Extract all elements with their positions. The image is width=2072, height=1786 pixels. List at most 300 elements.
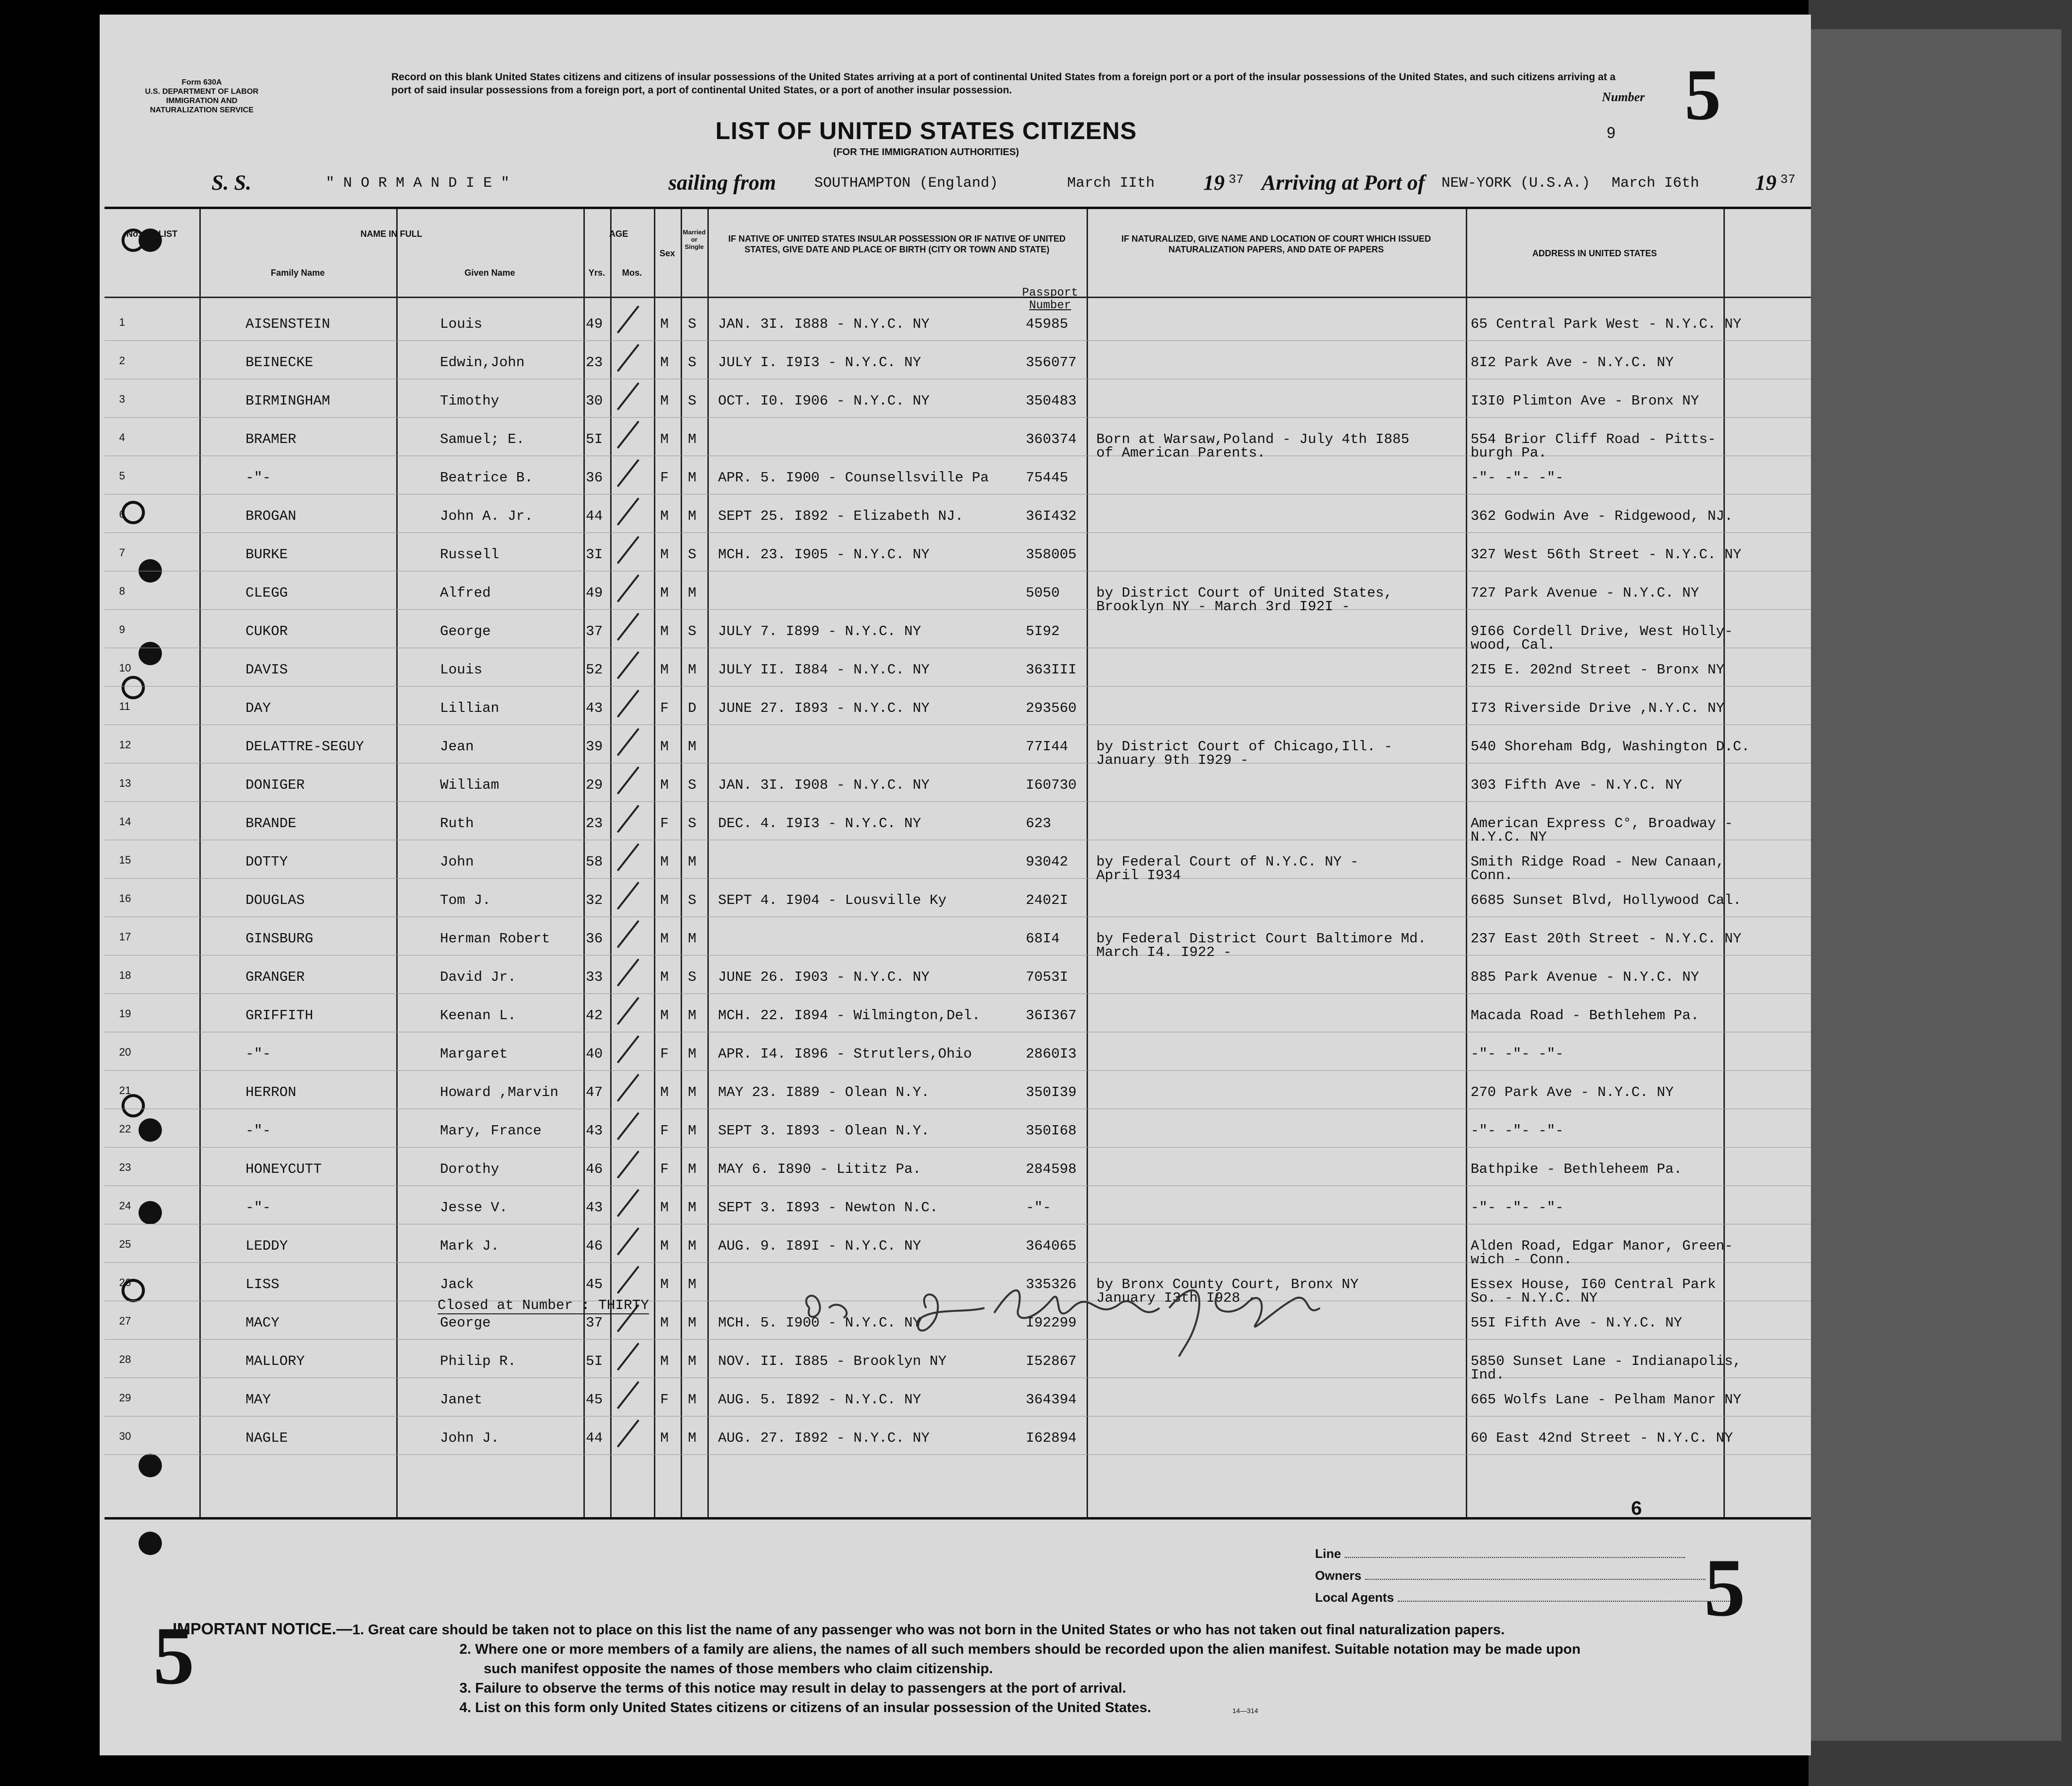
list-number: 5: [1685, 54, 1721, 135]
age-years: 37: [586, 623, 603, 639]
sex: F: [660, 815, 669, 831]
given-name: John: [440, 854, 474, 870]
row-number: 18: [119, 969, 131, 981]
age-years: 45: [586, 1276, 603, 1292]
birth-info: MAY 6. I890 - Lititz Pa.: [718, 1161, 921, 1177]
check-mark: [617, 1343, 639, 1371]
arrival-port: NEW-YORK (U.S.A.): [1441, 175, 1591, 192]
marital-status: M: [688, 739, 697, 755]
col-header-address: ADDRESS IN UNITED STATES: [1532, 248, 1657, 258]
sex: M: [660, 892, 669, 908]
marital-status: S: [688, 393, 697, 409]
table-row: [105, 422, 1811, 460]
age-years: 5I: [586, 1353, 603, 1369]
table-row: [105, 1036, 1811, 1074]
address-line: N.Y.C. NY: [1471, 829, 1547, 845]
marital-status: M: [688, 1353, 697, 1369]
passport-number: 45985: [1026, 316, 1069, 332]
col-header-naturalized: IF NATURALIZED, GIVE NAME AND LOCATION OF COURT WHICH ISSUED NATURALIZATION PAPERS, AND DATE OF PAPERS: [1121, 234, 1431, 254]
naturalization-line: by Federal District Court Baltimore Md.: [1096, 931, 1426, 947]
check-mark: [617, 1227, 639, 1256]
sex: M: [660, 508, 669, 524]
family-name: -"-: [246, 1200, 271, 1216]
col-header-age: AGE: [609, 229, 628, 239]
age-years: 39: [586, 739, 603, 755]
address-line: 6685 Sunset Blvd, Hollywood Cal.: [1471, 892, 1741, 908]
table-row: [105, 883, 1811, 920]
address-line: 2I5 E. 202nd Street - Bronx NY: [1471, 662, 1725, 678]
check-mark: [617, 613, 639, 641]
marital-status: S: [688, 815, 697, 831]
given-name: Ruth: [440, 815, 474, 831]
col-header-married: Married or Single: [683, 229, 706, 250]
family-name: GRANGER: [246, 969, 305, 985]
line-label: Line: [1315, 1546, 1341, 1561]
marital-status: S: [688, 316, 697, 332]
birth-info: JULY II. I884 - N.Y.C. NY: [718, 662, 930, 678]
owners-label: Owners: [1315, 1568, 1362, 1583]
table-row: [105, 1151, 1811, 1189]
address-line: 60 East 42nd Street - N.Y.C. NY: [1471, 1430, 1733, 1446]
address-line: 9I66 Cordell Drive, West Holly-: [1471, 623, 1733, 639]
age-years: 49: [586, 316, 603, 332]
address-line: Conn.: [1471, 867, 1513, 884]
given-name: Herman Robert: [440, 931, 550, 947]
age-years: 44: [586, 508, 603, 524]
family-name: BIRMINGHAM: [246, 393, 331, 409]
marital-status: M: [688, 470, 697, 486]
marital-status: M: [688, 1046, 697, 1062]
passport-number: 93042: [1026, 854, 1069, 870]
given-name: Margaret: [440, 1046, 508, 1062]
table-row: [105, 1113, 1811, 1151]
marital-status: M: [688, 431, 697, 447]
passport-number: 36I367: [1026, 1008, 1077, 1024]
address-line: 327 West 56th Street - N.Y.C. NY: [1471, 547, 1741, 563]
check-mark: [617, 1035, 639, 1063]
row-number: 3: [119, 393, 125, 405]
family-name: -"-: [246, 1046, 271, 1062]
table-row: [105, 383, 1811, 421]
age-years: 23: [586, 815, 603, 831]
family-name: DAY: [246, 700, 271, 716]
family-name: HERRON: [246, 1084, 297, 1100]
page-subtitle: (FOR THE IMMIGRATION AUTHORITIES): [833, 147, 1019, 158]
closed-note: Closed at Number : THIRTY: [438, 1297, 650, 1313]
family-name: MAY: [246, 1392, 271, 1408]
naturalization-line: by District Court of United States,: [1096, 585, 1393, 601]
address-line: -"- -"- -"-: [1471, 1046, 1564, 1062]
table-row: [105, 537, 1811, 575]
given-name: Samuel; E.: [440, 431, 525, 447]
punch-hole: [139, 1532, 162, 1555]
address-line: 270 Park Ave - N.Y.C. NY: [1471, 1084, 1674, 1100]
family-name: BRANDE: [246, 815, 297, 831]
check-mark: [617, 1419, 639, 1448]
passport-number: 5I92: [1026, 623, 1060, 639]
notice-item: 2. Where one or more members of a family are aliens, the names of all such members should be recorded upon the alien manifest. Suitable notation may be made upon: [459, 1642, 1581, 1657]
address-line: 55I Fifth Ave - N.Y.C. NY: [1471, 1315, 1683, 1331]
list-number-stamp: 5: [153, 1610, 194, 1701]
sex: M: [660, 1315, 669, 1331]
marital-status: M: [688, 585, 697, 601]
naturalization-line: March I4. I922 -: [1096, 944, 1232, 960]
passport-number: I52867: [1026, 1353, 1077, 1369]
address-line: 727 Park Avenue - N.Y.C. NY: [1471, 585, 1699, 601]
row-number: 30: [119, 1430, 131, 1442]
sex: M: [660, 1008, 669, 1024]
passport-number: 2860I3: [1026, 1046, 1077, 1062]
birth-info: JUNE 26. I903 - N.Y.C. NY: [718, 969, 930, 985]
marital-status: M: [688, 1123, 697, 1139]
sex: M: [660, 1276, 669, 1292]
passport-number: 360374: [1026, 431, 1077, 447]
row-number: 8: [119, 585, 125, 597]
check-mark: [617, 421, 639, 449]
age-years: 43: [586, 700, 603, 716]
passport-number: I60730: [1026, 777, 1077, 793]
address-line: Bathpike - Bethleheem Pa.: [1471, 1161, 1683, 1177]
passport-number: 335326: [1026, 1276, 1077, 1292]
passport-number: 364394: [1026, 1392, 1077, 1408]
address-line: -"- -"- -"-: [1471, 1123, 1564, 1139]
marital-status: M: [688, 931, 697, 947]
row-number: 24: [119, 1200, 131, 1212]
sex: F: [660, 1392, 669, 1408]
age-years: 40: [586, 1046, 603, 1062]
marital-status: M: [688, 1315, 697, 1331]
check-mark: [617, 1150, 639, 1179]
table-row: [105, 1382, 1811, 1420]
row-number: 13: [119, 777, 131, 789]
table-row: [105, 806, 1811, 844]
address-line: 554 Brior Cliff Road - Pitts-: [1471, 431, 1716, 447]
age-years: 23: [586, 354, 603, 371]
marital-status: S: [688, 777, 697, 793]
service-name: IMMIGRATION AND NATURALIZATION SERVICE: [150, 97, 254, 114]
given-name: David Jr.: [440, 969, 516, 985]
marital-status: S: [688, 547, 697, 563]
passport-number: 350I39: [1026, 1084, 1077, 1100]
print-code: 14—314: [1232, 1707, 1258, 1715]
col-header-yrs: Yrs.: [588, 268, 605, 278]
year-prefix: 19: [1203, 171, 1225, 195]
given-name: Jack: [440, 1276, 474, 1292]
given-name: Louis: [440, 662, 483, 678]
check-mark: [617, 1189, 639, 1217]
sex: M: [660, 354, 669, 371]
table-row: [105, 1190, 1811, 1228]
birth-info: JUNE 27. I893 - N.Y.C. NY: [718, 700, 930, 716]
marital-status: M: [688, 1392, 697, 1408]
age-years: 43: [586, 1200, 603, 1216]
passport-number: 68I4: [1026, 931, 1060, 947]
naturalization-line: by District Court of Chicago,Ill. -: [1096, 739, 1393, 755]
col-header-passport: Passport Number: [1022, 286, 1078, 312]
family-name: -"-: [246, 470, 271, 486]
table-row: [105, 1420, 1811, 1458]
record-instructions: Record on this blank United States citizens and citizens of insular possessions of the United States arriving at a port of continental United States from a foreign port or a port of the insular possessions of the United States, and such citizens arriving at a port of said insular possessions from a foreign port, a port of continental United States, or a port of another insular possession.: [391, 71, 1616, 96]
check-mark: [617, 1266, 639, 1294]
passport-number: 75445: [1026, 470, 1069, 486]
given-name: Mark J.: [440, 1238, 499, 1254]
birth-info: DEC. 4. I9I3 - N.Y.C. NY: [718, 815, 921, 831]
naturalization-line: January I3th I928 -: [1096, 1290, 1257, 1306]
passport-number: -"-: [1026, 1200, 1052, 1216]
sex: F: [660, 1046, 669, 1062]
family-name: GRIFFITH: [246, 1008, 314, 1024]
number-label: Number: [1602, 90, 1645, 104]
table-row: [105, 729, 1811, 767]
given-name: Lillian: [440, 700, 499, 716]
departure-port: SOUTHAMPTON (England): [814, 175, 999, 192]
birth-info: SEPT 3. I893 - Newton N.C.: [718, 1200, 938, 1216]
check-mark: [617, 958, 639, 987]
family-name: LEDDY: [246, 1238, 288, 1254]
passport-number: 293560: [1026, 700, 1077, 716]
naturalization-line: Born at Warsaw,Poland - July 4th I885: [1096, 431, 1409, 447]
sex: F: [660, 700, 669, 716]
row-number: 17: [119, 931, 131, 943]
marital-status: M: [688, 1430, 697, 1446]
address-line: wich - Conn.: [1471, 1252, 1572, 1268]
naturalization-line: January 9th I929 -: [1096, 752, 1249, 768]
notice-item: 1. Great care should be taken not to place on this list the name of any passenger who was not born in the United States or who has not taken out final naturalization papers.: [352, 1622, 1505, 1638]
address-line: I3I0 Plimton Ave - Bronx NY: [1471, 393, 1699, 409]
given-name: William: [440, 777, 499, 793]
given-name: Mary, France: [440, 1123, 542, 1139]
family-name: BURKE: [246, 547, 288, 563]
check-mark: [617, 1112, 639, 1140]
form-number: Form 630A: [181, 78, 222, 87]
passport-number: 356077: [1026, 354, 1077, 371]
row-number: 2: [119, 354, 125, 367]
table-row: [105, 998, 1811, 1036]
given-name: Keenan L.: [440, 1008, 516, 1024]
family-name: MALLORY: [246, 1353, 305, 1369]
birth-info: APR. 5. I900 - Counsellsville Pa: [718, 470, 989, 486]
manifest-sheet: [100, 15, 1811, 1755]
table-row: [105, 498, 1811, 536]
address-line: 665 Wolfs Lane - Pelham Manor NY: [1471, 1392, 1741, 1408]
birth-info: MCH. 22. I894 - Wilmington,Del.: [718, 1008, 981, 1024]
passport-number: 284598: [1026, 1161, 1077, 1177]
col-header-family: Family Name: [270, 268, 325, 278]
table-row: [105, 1075, 1811, 1113]
row-number: 9: [119, 623, 125, 636]
marital-status: M: [688, 1200, 697, 1216]
row-number: 23: [119, 1161, 131, 1173]
given-name: Dorothy: [440, 1161, 499, 1177]
row-number: 15: [119, 854, 131, 866]
sex: M: [660, 969, 669, 985]
table-row: [105, 460, 1811, 498]
sex: M: [660, 623, 669, 639]
table-row: [105, 306, 1811, 344]
given-name: Howard ,Marvin: [440, 1084, 559, 1100]
col-header-birth: IF NATIVE OF UNITED STATES INSULAR POSSESSION OR IF NATIVE OF UNITED STATES, GIVE DATE AND PLACE OF BIRTH (CITY OR TOWN AND STATE): [728, 234, 1066, 254]
row-number: 6: [119, 508, 125, 520]
address-line: Ind.: [1471, 1367, 1505, 1383]
address-line: 540 Shoreham Bdg, Washington D.C.: [1471, 739, 1750, 755]
marital-status: M: [688, 508, 697, 524]
family-name: LISS: [246, 1276, 280, 1292]
sex: M: [660, 739, 669, 755]
inspector-signature: [780, 1279, 1378, 1357]
address-line: American Express C°, Broadway -: [1471, 815, 1733, 831]
passport-number: 2402I: [1026, 892, 1069, 908]
row-number: 19: [119, 1008, 131, 1020]
important-notice: [173, 1619, 1777, 1717]
col-header-sex: Sex: [659, 248, 675, 258]
row-number: 26: [119, 1276, 131, 1289]
birth-info: JULY 7. I899 - N.Y.C. NY: [718, 623, 921, 639]
family-name: DOUGLAS: [246, 892, 305, 908]
marital-status: M: [688, 1161, 697, 1177]
scanner-background: [1809, 0, 2072, 1786]
sex: M: [660, 1238, 669, 1254]
address-line: -"- -"- -"-: [1471, 470, 1564, 486]
address-line: 65 Central Park West - N.Y.C. NY: [1471, 316, 1741, 332]
marital-status: S: [688, 892, 697, 908]
department: U.S. DEPARTMENT OF LABOR: [145, 88, 259, 96]
family-name: BRAMER: [246, 431, 297, 447]
check-mark: [617, 728, 639, 756]
passport-number: 350I68: [1026, 1123, 1077, 1139]
arriving-label: Arriving at Port of: [1262, 171, 1425, 195]
row-number: 14: [119, 815, 131, 828]
row-number: 22: [119, 1123, 131, 1135]
sex: M: [660, 431, 669, 447]
age-years: 36: [586, 470, 603, 486]
given-name: Alfred: [440, 585, 491, 601]
given-name: John A. Jr.: [440, 508, 533, 524]
arrival-year: 37: [1780, 172, 1796, 187]
given-name: Tom J.: [440, 892, 491, 908]
check-mark: [617, 843, 639, 871]
family-name: BROGAN: [246, 508, 297, 524]
age-years: 44: [586, 1430, 603, 1446]
age-years: 32: [586, 892, 603, 908]
sex: M: [660, 393, 669, 409]
check-mark: [617, 997, 639, 1025]
passport-number: 363III: [1026, 662, 1077, 678]
page-title: LIST OF UNITED STATES CITIZENS: [715, 117, 1137, 144]
passport-number: 623: [1026, 815, 1052, 831]
address-line: So. - N.Y.C. NY: [1471, 1290, 1598, 1306]
row-number: 27: [119, 1315, 131, 1327]
row-number: 12: [119, 739, 131, 751]
year-prefix: 19: [1755, 171, 1776, 195]
naturalization-line: April I934: [1096, 867, 1181, 884]
check-mark: [617, 382, 639, 410]
row-number: 28: [119, 1353, 131, 1365]
address-line: Macada Road - Bethlehem Pa.: [1471, 1008, 1699, 1024]
passport-number: 7053I: [1026, 969, 1069, 985]
form-identifier: [134, 78, 270, 115]
address-line: Alden Road, Edgar Manor, Green-: [1471, 1238, 1733, 1254]
col-header-mos: Mos.: [622, 268, 642, 278]
table-row: [105, 345, 1811, 383]
page-number: 6: [1631, 1498, 1642, 1519]
notice-item: 4. List on this form only United States citizens or citizens of an insular possession of the United States.: [459, 1700, 1151, 1715]
birth-info: JAN. 3I. I888 - N.Y.C. NY: [718, 316, 930, 332]
check-mark: [617, 920, 639, 948]
row-number: 1: [119, 316, 125, 328]
given-name: Philip R.: [440, 1353, 516, 1369]
table-row: [105, 844, 1811, 882]
address-line: I73 Riverside Drive ,N.Y.C. NY: [1471, 700, 1725, 716]
given-name: John J.: [440, 1430, 499, 1446]
notice-item: such manifest opposite the names of those members who claim citizenship.: [484, 1661, 993, 1677]
check-mark: [617, 1381, 639, 1409]
table-row: [105, 1228, 1811, 1266]
passport-number: 77I44: [1026, 739, 1069, 755]
birth-info: MCH. 23. I905 - N.Y.C. NY: [718, 547, 930, 563]
check-mark: [617, 690, 639, 718]
age-years: 42: [586, 1008, 603, 1024]
naturalization-line: Brooklyn NY - March 3rd I92I -: [1096, 599, 1351, 615]
address-line: 362 Godwin Ave - Ridgewood, NJ.: [1471, 508, 1733, 524]
check-mark: [617, 536, 639, 564]
birth-info: AUG. 5. I892 - N.Y.C. NY: [718, 1392, 921, 1408]
address-line: 303 Fifth Ave - N.Y.C. NY: [1471, 777, 1683, 793]
age-years: 49: [586, 585, 603, 601]
table-row: [105, 575, 1811, 613]
family-name: HONEYCUTT: [246, 1161, 322, 1177]
address-line: wood, Cal.: [1471, 637, 1556, 653]
sex: M: [660, 316, 669, 332]
age-years: 45: [586, 1392, 603, 1408]
passport-number: 5050: [1026, 585, 1060, 601]
row-number: 11: [119, 700, 130, 712]
given-name: Janet: [440, 1392, 483, 1408]
table-row: [105, 652, 1811, 690]
address-line: -"- -"- -"-: [1471, 1200, 1564, 1216]
given-name: Jesse V.: [440, 1200, 508, 1216]
birth-info: SEPT 4. I904 - Lousville Ky: [718, 892, 947, 908]
birth-info: JULY I. I9I3 - N.Y.C. NY: [718, 354, 921, 371]
table-row: [105, 921, 1811, 959]
family-name: NAGLE: [246, 1430, 288, 1446]
birth-info: AUG. 9. I89I - N.Y.C. NY: [718, 1238, 921, 1254]
check-mark: [617, 305, 639, 334]
address-line: 5850 Sunset Lane - Indianapolis,: [1471, 1353, 1741, 1369]
age-years: 29: [586, 777, 603, 793]
marital-status: M: [688, 662, 697, 678]
family-name: CLEGG: [246, 585, 288, 601]
family-name: DONIGER: [246, 777, 305, 793]
age-years: 43: [586, 1123, 603, 1139]
row-number: 16: [119, 892, 131, 904]
check-mark: [617, 1074, 639, 1102]
given-name: George: [440, 1315, 491, 1331]
given-name: Russell: [440, 547, 499, 563]
sex: M: [660, 547, 669, 563]
age-years: 46: [586, 1161, 603, 1177]
check-mark: [617, 766, 639, 795]
check-mark: [617, 497, 639, 526]
passport-number: 36I432: [1026, 508, 1077, 524]
address-line: 8I2 Park Ave - N.Y.C. NY: [1471, 354, 1674, 371]
birth-info: NOV. II. I885 - Brooklyn NY: [718, 1353, 947, 1369]
sex: M: [660, 854, 669, 870]
ss-label: S. S.: [211, 171, 251, 195]
marital-status: M: [688, 1238, 697, 1254]
age-years: 3I: [586, 547, 603, 563]
address-line: burgh Pa.: [1471, 445, 1547, 461]
family-name: DELATTRE-SEGUY: [246, 739, 364, 755]
